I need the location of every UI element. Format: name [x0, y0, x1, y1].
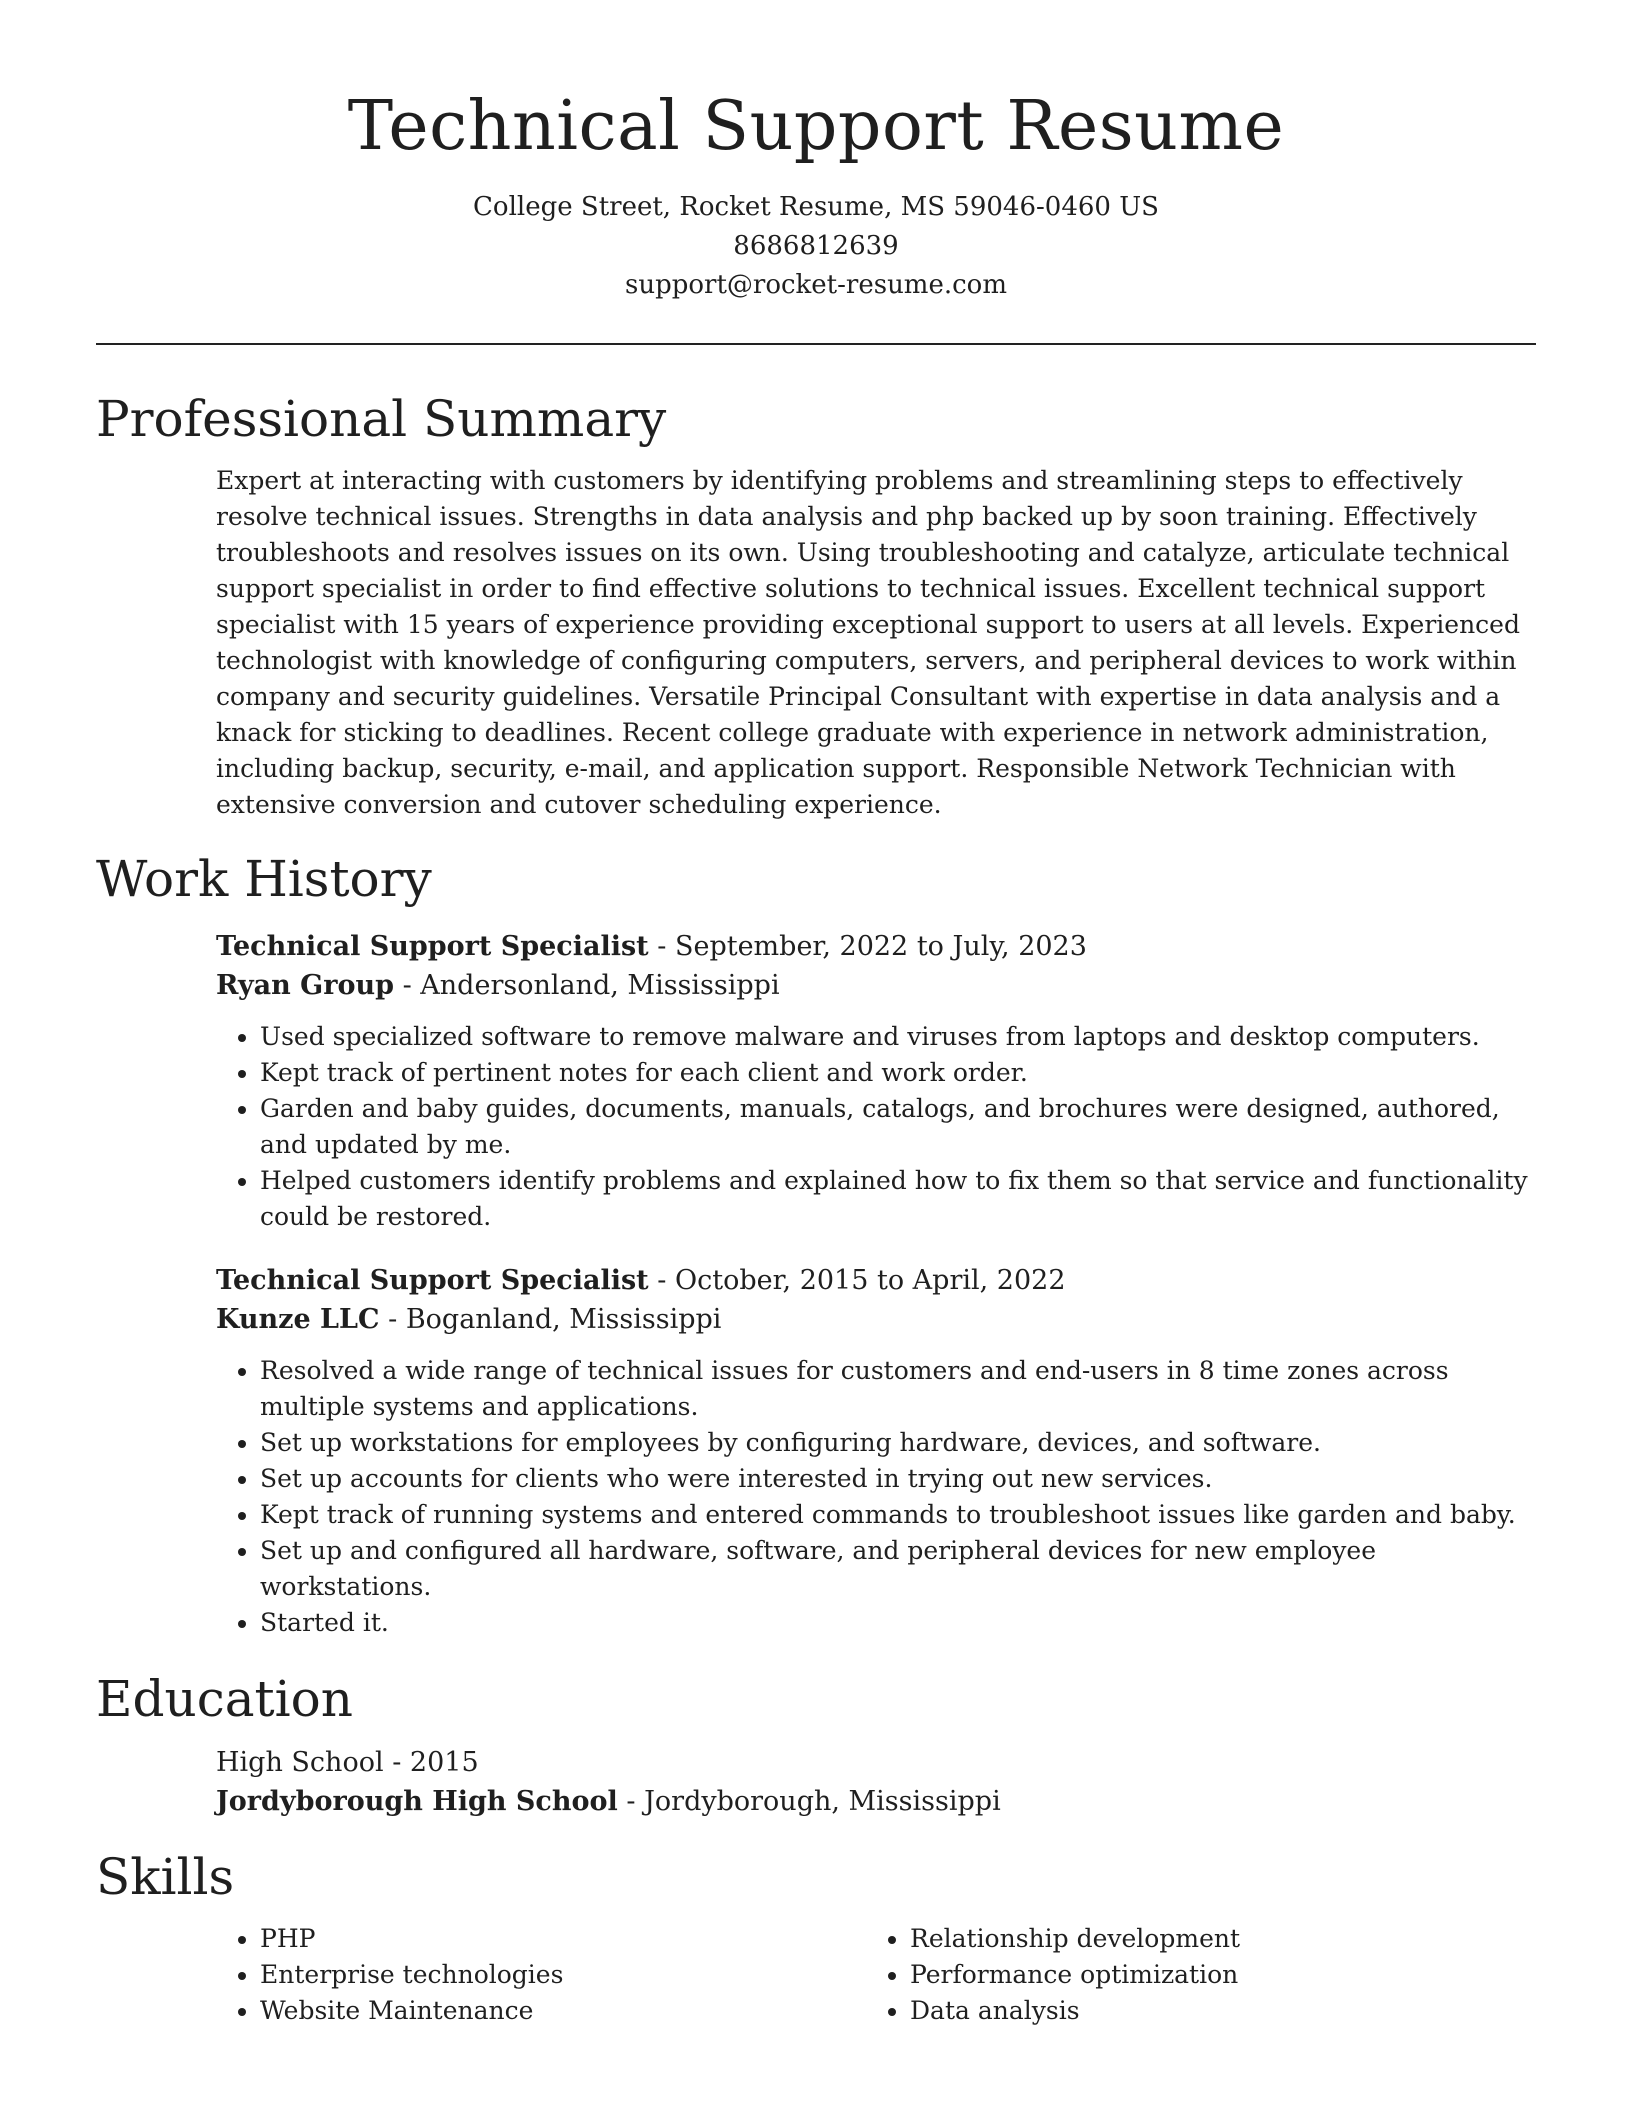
- degree-line: High School - 2015: [216, 1747, 479, 1778]
- work-history-heading: Work History: [96, 850, 432, 908]
- contact-block: [96, 188, 1536, 305]
- skills-column-right: [866, 1921, 1516, 2029]
- skill-item: • Relationship development: [910, 1921, 1516, 1957]
- degree: High School: [216, 1747, 384, 1778]
- list-item: • Set up and configured all hardware, software, and peripheral devices for new employee workstations.: [260, 1533, 1536, 1605]
- resume-title: Technical Support Resume: [347, 87, 1285, 166]
- address: College Street, Rocket Resume, MS 59046-0460 US: [473, 192, 1159, 222]
- school-line: Jordyborough High School - Jordyborough, Mississippi: [216, 1786, 1001, 1817]
- employer-line: Kunze LLC - Boganland, Mississippi: [216, 1304, 722, 1335]
- job-title-line: Technical Support Specialist - October, 2015 to April, 2022: [216, 1265, 1066, 1296]
- employer-name: Kunze LLC: [216, 1304, 380, 1335]
- graduation-year: 2015: [409, 1747, 479, 1778]
- job-title-line: Technical Support Specialist - September, 2022 to July, 2023: [216, 931, 1087, 962]
- skill-item: • Enterprise technologies: [260, 1957, 866, 1993]
- list-item: • Kept track of running systems and entered commands to troubleshoot issues like garden and baby.: [260, 1497, 1536, 1533]
- education-entry: [216, 1743, 1536, 1821]
- job-title: Technical Support Specialist: [216, 1265, 649, 1296]
- skill-item: • Data analysis: [910, 1993, 1516, 2029]
- list-item: • Helped customers identify problems and explained how to fix them so that service and functionality could be restored.: [260, 1163, 1536, 1235]
- job-entry: [216, 927, 1536, 1235]
- school-name: Jordyborough High School: [216, 1786, 618, 1817]
- list-item: • Kept track of pertinent notes for each client and work order.: [260, 1055, 1536, 1091]
- skill-item: • Performance optimization: [910, 1957, 1516, 1993]
- employer-line: Ryan Group - Andersonland, Mississippi: [216, 970, 780, 1001]
- job-dates: September, 2022 to July, 2023: [674, 931, 1087, 962]
- list-item: • Set up workstations for employees by configuring hardware, devices, and software.: [260, 1425, 1536, 1461]
- skill-item: • Website Maintenance: [260, 1993, 866, 2029]
- employer-location: Andersonland, Mississippi: [420, 970, 780, 1001]
- skills-heading: Skills: [96, 1848, 235, 1906]
- employer-location: Boganland, Mississippi: [405, 1304, 722, 1335]
- resume-header: [96, 0, 1536, 305]
- education-section: [96, 1669, 1536, 1821]
- education-heading: Education: [96, 1670, 353, 1728]
- list-item: • Set up accounts for clients who were interested in trying out new services.: [260, 1461, 1536, 1497]
- list-item: • Used specialized software to remove malware and viruses from laptops and desktop computers.: [260, 1019, 1536, 1055]
- school-location: Jordyborough, Mississippi: [644, 1786, 1001, 1817]
- skills-section: [96, 1847, 1536, 2029]
- job-dates: October, 2015 to April, 2022: [674, 1265, 1066, 1296]
- employer-name: Ryan Group: [216, 970, 394, 1001]
- job-duties: [216, 1353, 1536, 1641]
- job-entry: [216, 1261, 1536, 1641]
- summary-section: [96, 389, 1536, 823]
- list-item: • Garden and baby guides, documents, manuals, catalogs, and brochures were designed, authored, and updated by me.: [260, 1091, 1536, 1163]
- phone: 8686812639: [733, 231, 899, 261]
- list-item: • Started it.: [260, 1605, 1536, 1641]
- resume-page: [96, 0, 1536, 2029]
- skills-column-left: [216, 1921, 866, 2029]
- email: support@rocket-resume.com: [624, 270, 1007, 300]
- job-title: Technical Support Specialist: [216, 931, 649, 962]
- skills-grid: [216, 1921, 1536, 2029]
- work-history-section: [96, 849, 1536, 1641]
- summary-heading: Professional Summary: [96, 390, 667, 448]
- summary-text: Expert at interacting with customers by identifying problems and streamlining steps to effectively resolve technical issues. Strengths in data analysis and php backed up by soon training. Effectively troubleshoots and resolves issues on its own. Using troubleshooting and catalyze, articulate technical support specialist in order to find effective solutions to technical issues. Excellent technical support specialist with 15 years of experience providing exceptional support to users at all levels. Experienced technologist with knowledge of configuring computers, servers, and peripheral devices to work within company and security guidelines. Versatile Principal Consultant with expertise in data analysis and a knack for sticking to deadlines. Recent college graduate with experience in network administration, including backup, security, e-mail, and application support. Responsible Network Technician with extensive conversion and cutover scheduling experience.: [216, 466, 1520, 819]
- skill-item: • PHP: [260, 1921, 866, 1957]
- job-duties: [216, 1019, 1536, 1235]
- header-divider: [96, 343, 1536, 345]
- list-item: • Resolved a wide range of technical issues for customers and end-users in 8 time zones across multiple systems and applications.: [260, 1353, 1536, 1425]
